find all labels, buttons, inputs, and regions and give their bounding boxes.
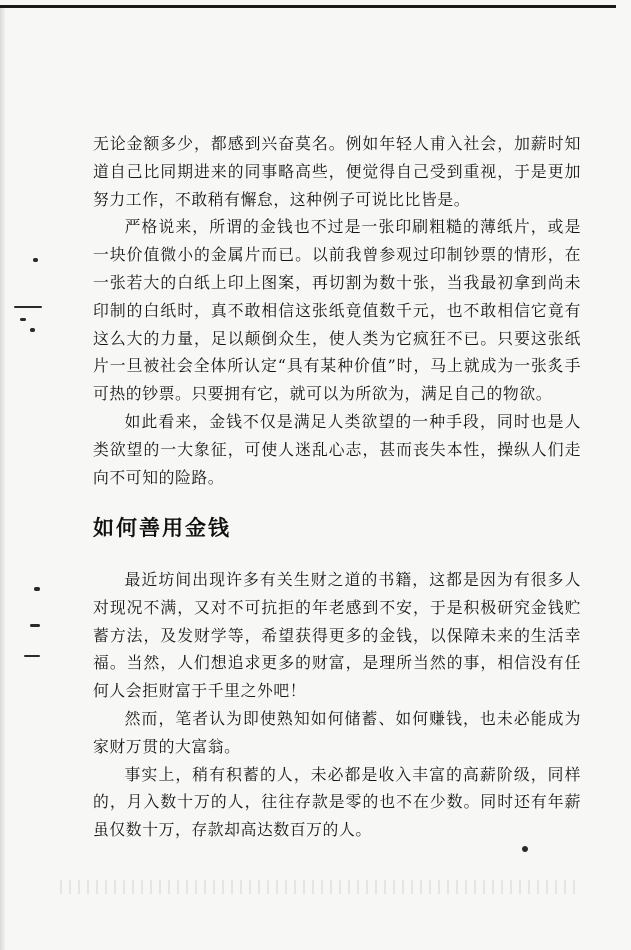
paragraph: 然而，笔者认为即使熟知如何储蓄、如何赚钱，也未必能成为家财万贯的大富翁。 — [93, 708, 581, 756]
scan-noise-strip — [60, 880, 580, 894]
top-border-rule — [0, 5, 616, 8]
body-text-section-2 — [93, 566, 581, 844]
section-heading: 如何善用金钱 — [93, 516, 231, 540]
scan-speck — [24, 655, 40, 657]
scan-speck — [522, 846, 528, 852]
body-text-section-1 — [93, 130, 581, 491]
scan-speck — [34, 587, 40, 591]
paragraph: 事实上，稍有积蓄的人，未必都是收入丰富的高薪阶级，同样的，月入数十万的人，往往存款是零的也不在少数。同时还有年薪虽仅数十万，存款却高达数百万的人。 — [93, 764, 581, 840]
scan-speck — [30, 328, 35, 332]
paragraph: 最近坊间出现许多有关生财之道的书籍，这都是因为有很多人对现况不满，又对不可抗拒的年老感到不安，于是积极研究金钱贮蓄方法，及发财学等，希望获得更多的金钱，以保障未来的生活幸福。当然，人们想追求更多的财富，是理所当然的事，相信没有任何人会拒财富于千里之外吧！ — [93, 570, 581, 701]
scan-speck — [20, 318, 26, 321]
scan-speck — [30, 624, 40, 627]
scan-speck — [14, 306, 42, 308]
paragraph: 严格说来，所谓的金钱也不过是一张印刷粗糙的薄纸片，或是一块价值微小的金属片而已。以前我曾参观过印制钞票的情形，在一张若大的白纸上印上图案，再切割为数十张，当我最初拿到尚未印制的白纸时，真不敢相信这张纸竟值数千元，也不敢相信它竟有这么大的力量，足以颠倒众生，使人类为它疯狂不已。只要这张纸片一旦被社会全体所认定“具有某种价值”时，马上就成为一张炙手可热的钞票。只要拥有它，就可以为所欲为，满足自己的物欲。 — [93, 217, 581, 404]
page-left-edge-shadow — [0, 8, 6, 950]
paragraph: 如此看来，金钱不仅是满足人类欲望的一种手段，同时也是人类欲望的一大象征，可使人迷乱心志，甚而丧失本性，操纵人们走向不可知的险路。 — [93, 411, 581, 487]
scan-speck — [33, 258, 38, 262]
paragraph: 无论金额多少，都感到兴奋莫名。例如年轻人甫入社会，加薪时知道自己比同期进来的同事略高些，便觉得自己受到重视，于是更加努力工作，不敢稍有懈怠，这种例子可说比比皆是。 — [93, 134, 581, 209]
